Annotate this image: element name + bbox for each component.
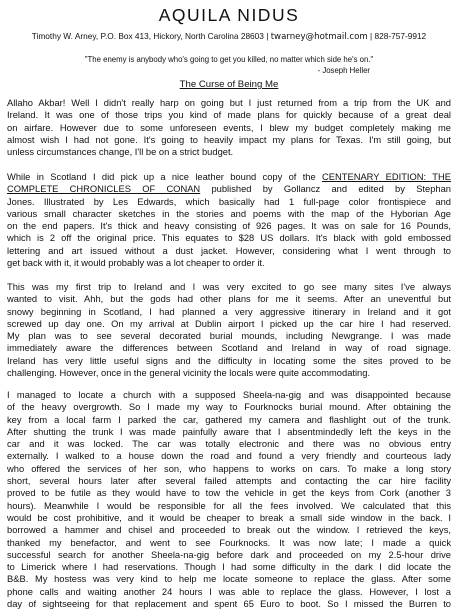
contact-address: Timothy W. Arney, P.O. Box 413, Hickory, North Carolina 28603 |: [31, 31, 269, 41]
contact-phone: | 828-757-9912: [370, 31, 427, 41]
paragraph-line: various small character sketches in the stories and poems with the map of the Hyborian Age: [7, 208, 451, 219]
article-paragraph: [7, 171, 451, 269]
paragraph-line: get back with it, it would probably was a lot cheaper to order it.: [7, 258, 265, 269]
paragraph-line: This was my first trip to Ireland and I was very excited to go see many sites I've always: [7, 282, 451, 292]
article-title: The Curse of Being Me: [179, 79, 279, 90]
paragraph-line: hours). Meanwhile I would be responsible for all the fees involved. We calculated that this: [7, 500, 451, 511]
article-paragraph: [7, 97, 451, 158]
line-text: While in Scotland I did pick up a nice leather bound copy of the: [7, 172, 316, 182]
paragraph-line: Allaho Akbar! Well I didn't really harp on going but I just returned from a trip from the UK and: [7, 98, 451, 108]
paragraph-line: almost wish I had not gone. It's going to heavily impact my plans for Texas. I'm still going, but: [7, 134, 451, 145]
paragraph-line: lettering and art issued without a dust jacket. However, considering what I went through to: [7, 245, 451, 256]
article-paragraph: [7, 281, 451, 379]
paragraph-line: snowy beginning in Scotland, I had planned a very aggressive itinerary in Ireland and it got: [7, 306, 451, 317]
paragraph-line: to Limerick where I had reservations. Though I had some difficulty in the dark I did locate the: [7, 562, 451, 573]
paragraph-line: which is 2 off the original price. This equates to $28 US dollars. It's black with gold embossed: [7, 233, 451, 244]
article-paragraph: [7, 389, 451, 610]
paragraph-line: on airfare. However due to some unforeseen events, I blew my budget completely making me: [7, 122, 451, 133]
paragraph-line: car and it was locked. The car was totally electronic and there was no obvious entry: [7, 439, 451, 450]
paragraph-line: challenging. However, once in the general vicinity the locals were quite accommodating.: [7, 368, 371, 379]
paragraph-line: wanted to visit. Ahh, but the gods had other plans for me it seems. After an uneventful but: [7, 294, 451, 305]
epigraph-attribution: - Joseph Heller: [317, 66, 370, 75]
masthead-title: AQUILA NIDUS: [158, 5, 300, 25]
paragraph-line: [7, 171, 451, 183]
paragraph-line: phone calls and waiting another 24 hours I was able to replace the glass. However, I lost a: [7, 586, 451, 597]
contact-line: [0, 31, 458, 43]
paragraph-line: key from a local farm I parked the car, gathered my camera and flashlight out of the trunk.: [7, 414, 451, 425]
paragraph-line: proved to be futile as they would have to tow the vehicle in get the keys from Cork (another 3: [7, 488, 451, 499]
paragraph-line: borrowed a hammer and chisel and proceeded to break out the window. I retrieved the keys,: [7, 525, 451, 536]
book-title-part-1: CENTENARY EDITION: THE: [322, 172, 451, 182]
paragraph-line: After shutting the trunk I was made painfully aware that I absentmindedly left the keys in the: [7, 426, 451, 437]
book-title-part-2: COMPLETE CHRONICLES OF CONAN: [7, 184, 201, 195]
paragraph-line: immediately aware the differences between Scotland and Ireland in way of road signage.: [7, 343, 451, 354]
paragraph-line: unless circumstances change, I'll be on a strict budget.: [7, 147, 234, 158]
paragraph-line: day of sightseeing for that replacement and spent 65 Euro to boot. So I missed the Burren to: [7, 599, 451, 610]
contact-email: twarney@hotmail.com: [270, 32, 368, 42]
paragraph-line: Ireland has very little useful signs and the difficulty in locating some the sites proved to be: [7, 355, 451, 366]
paragraph-line: externally. I walked to a house down the road and found a very friendly and courteous lady: [7, 451, 451, 462]
paragraph-line: [7, 183, 451, 195]
paragraph-line: of the heavy overgrowth. So I made my way to Fourknocks burial mound. After obtaining the: [7, 402, 451, 413]
paragraph-line: would be cost prohibitive, and it would be cheaper to break a small side window in the back. I: [7, 512, 451, 523]
line-text: published by Gollancz and edited by Stephan: [200, 184, 451, 195]
paragraph-line: My plan was to see several decorated burial mounds, including Newgrange. I was made: [7, 331, 451, 342]
paragraph-line: screwed up day one. On my arrival at Dublin airport I picked up the car hire I had reserved.: [7, 318, 451, 329]
paragraph-line: Ireland. It was one of those trips you kind of made plans for quickly because of a great deal: [7, 110, 451, 121]
epigraph-quote: "The enemy is anybody who's going to get you killed, no matter which side he's on.": [84, 55, 374, 64]
paragraph-line: short, several hours later after several failed attempts and contacting the car hire facility: [7, 476, 451, 487]
paragraph-line: on the end papers. It's thick and heavy consisting of 926 pages. It was on sale for 16 Pounds,: [7, 221, 451, 232]
paragraph-line: I managed to locate a church with a supposed Sheela-na-gig and was disappointed because: [7, 390, 451, 400]
paragraph-line: B&B. My hostess was very kind to help me locate someone to replace the glass. After some: [7, 574, 451, 585]
paragraph-line: Jones. Illustrated by Les Edwards, which basically had 1 full-page color frontispiece and: [7, 196, 451, 207]
paragraph-line: who offered the services of her son, who happens to works on cars. To make a long story: [7, 463, 451, 474]
paragraph-line: thanked my benefactor, and went to see Fourknocks. It was now late; I made a quick: [7, 537, 451, 548]
paragraph-line: successful search for another Sheela-na-gig before dark and proceeded on my 2.5-hour drive: [7, 549, 451, 560]
